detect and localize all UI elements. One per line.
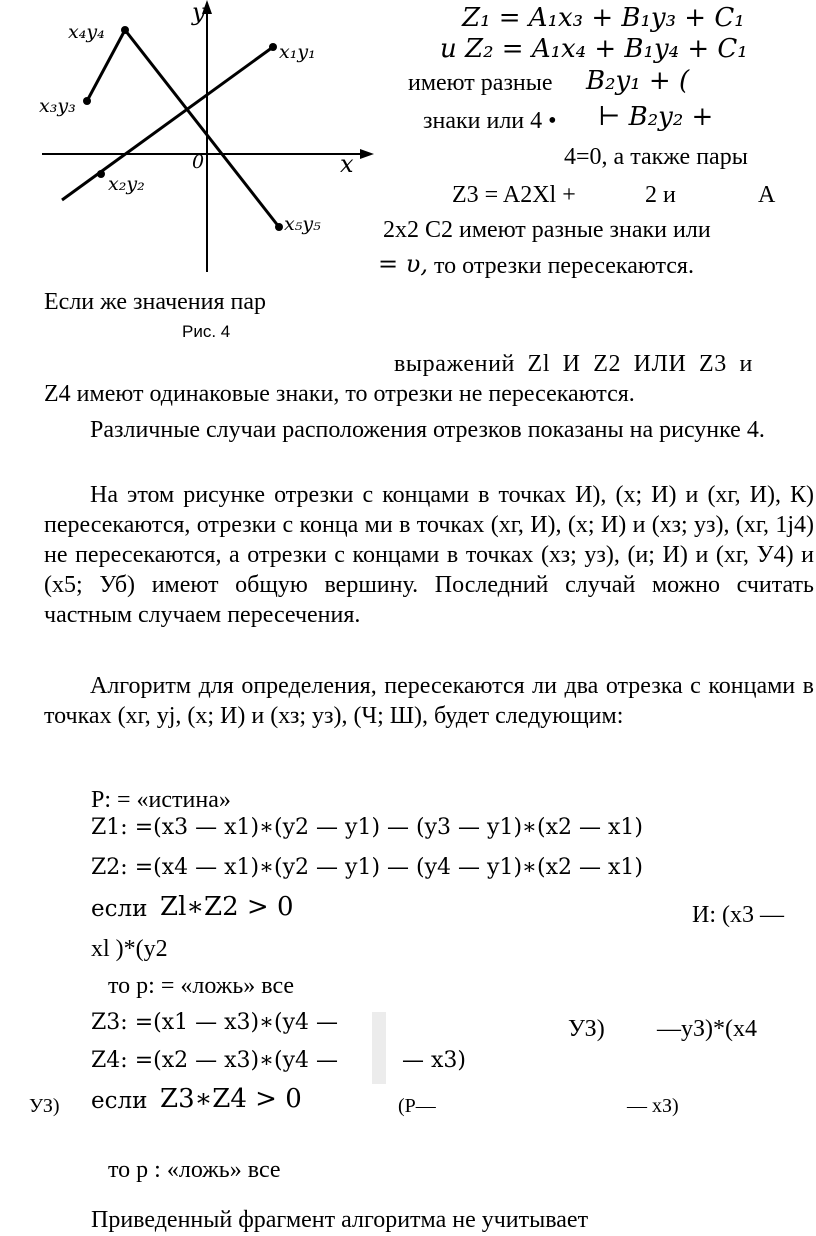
algo-line-4-cond: Zl∗Z2 > 0	[160, 892, 294, 922]
line-4-text: знаки или 4 •	[423, 108, 557, 134]
algo-line-1: P: = «истина»	[91, 787, 231, 813]
line-3-formula: B₂y₁ + (	[586, 66, 690, 96]
point-5	[275, 223, 283, 231]
segments-figure	[30, 0, 400, 280]
paragraph-continue-text: Z4 имеют одинаковые знаки, то отрезки не пересекаются.	[44, 381, 635, 407]
formula-z1: Z₁ = A₁x₃ + B₁y₃ + C₁	[462, 3, 745, 33]
paragraph-4-text: Алгоритм для определения, пересекаются ли два отрезка с концами в точках (хг, уj, (х; И) и (хз; уз), (Ч; Ш), будет следующим:	[44, 673, 814, 729]
algo-line-9a: УЗ)	[29, 1095, 60, 1117]
algo-line-7b: УЗ)	[568, 1016, 605, 1042]
paragraph-3-text: На этом рисунке отрезки с концами в точках И), (х; И) и (хг, И), К) пересекаются, отрезки с конца ми в точках (хг, И), (х; И) и (хз; уз), (хг, 1j4) не пересекаются, а отрезки с концами в точках (хз; уз), (и; И) и (хг, У4) и (х5; Уб) имеют общую вершину. Последний случай можно считать частным случаем пересечения.	[44, 482, 814, 628]
scan-shade-1	[372, 1012, 386, 1084]
algo-line-6: то р: = «ложь» все	[108, 973, 295, 999]
algo-line-9-cond: Z3∗Z4 > 0	[160, 1084, 302, 1114]
algo-line-9e: — хЗ)	[627, 1095, 679, 1117]
origin-label: 0	[192, 151, 205, 173]
line-6c: A	[758, 182, 776, 208]
line-4-formula: ⊢ B₂y₂ +	[598, 102, 714, 132]
algo-line-8a: Z4: =(x2 — x3)∗(y4 —	[91, 1048, 339, 1073]
point-1	[269, 43, 277, 51]
line-3-text: имеют разные	[408, 70, 553, 96]
point-1-label: x₁y₁	[279, 41, 316, 63]
algo-line-9d: (Р—	[398, 1095, 436, 1117]
paragraph-continue	[44, 379, 814, 409]
point-3	[83, 97, 91, 105]
point-4	[121, 26, 129, 34]
line-7: 2x2 C2 имеют разные знаки или	[383, 217, 711, 243]
line-5: 4=0, а также пары	[564, 144, 748, 170]
paragraph-4	[44, 671, 814, 731]
algo-line-9-if: если	[91, 1088, 148, 1114]
paragraph-2-text: Различные случаи расположения отрезков показаны на рисунке 4.	[90, 417, 765, 443]
line-8-symbol: = υ,	[378, 250, 428, 278]
algo-line-7c: —уЗ)*(х4	[657, 1016, 758, 1042]
point-2-label: x₂y₂	[108, 173, 145, 195]
point-2	[97, 170, 105, 178]
line-6b: 2 и	[645, 182, 676, 208]
algo-line-7a: Z3: =(x1 — x3)∗(y4 —	[91, 1010, 339, 1035]
y-axis-label: y	[192, 0, 206, 26]
x-axis-arrow	[360, 149, 374, 159]
line-10: выражений Zl И Z2 ИЛИ Z3 и	[394, 351, 753, 377]
algo-line-8b: — x3)	[402, 1048, 466, 1073]
algo-line-2: Z1: =(x3 — x1)∗(y2 — y1) — (y3 — y1)∗(x2 — x1)	[91, 815, 643, 840]
point-4-label: x₄y₄	[68, 21, 105, 43]
algo-line-5: xl )*(у2	[91, 936, 168, 962]
paragraph-3	[44, 480, 814, 630]
algo-line-4-right: И: (х3 —	[692, 902, 784, 928]
paragraph-2	[44, 415, 814, 445]
x-axis-label: x	[340, 150, 354, 178]
algo-line-3: Z2: =(x4 — x1)∗(y2 — y1) — (y4 — y1)∗(x2 — x1)	[91, 855, 643, 880]
line-6a: Z3 = A2Xl +	[452, 182, 576, 208]
algo-line-4-if: если	[91, 896, 148, 922]
figure-caption: Рис. 4	[182, 322, 231, 341]
point-5-label: x₅y₅	[284, 213, 321, 235]
line-9: Если же значения пар	[44, 289, 267, 315]
point-3-label: x₃y₃	[39, 95, 76, 117]
line-8-text: то отрезки пересекаются.	[434, 253, 694, 279]
formula-z2: и Z₂ = A₁x₄ + B₁y₄ + C₁	[440, 34, 748, 64]
algo-line-10: то р : «ложь» все	[108, 1157, 281, 1183]
closing-line: Приведенный фрагмент алгоритма не учитывает	[91, 1207, 589, 1233]
